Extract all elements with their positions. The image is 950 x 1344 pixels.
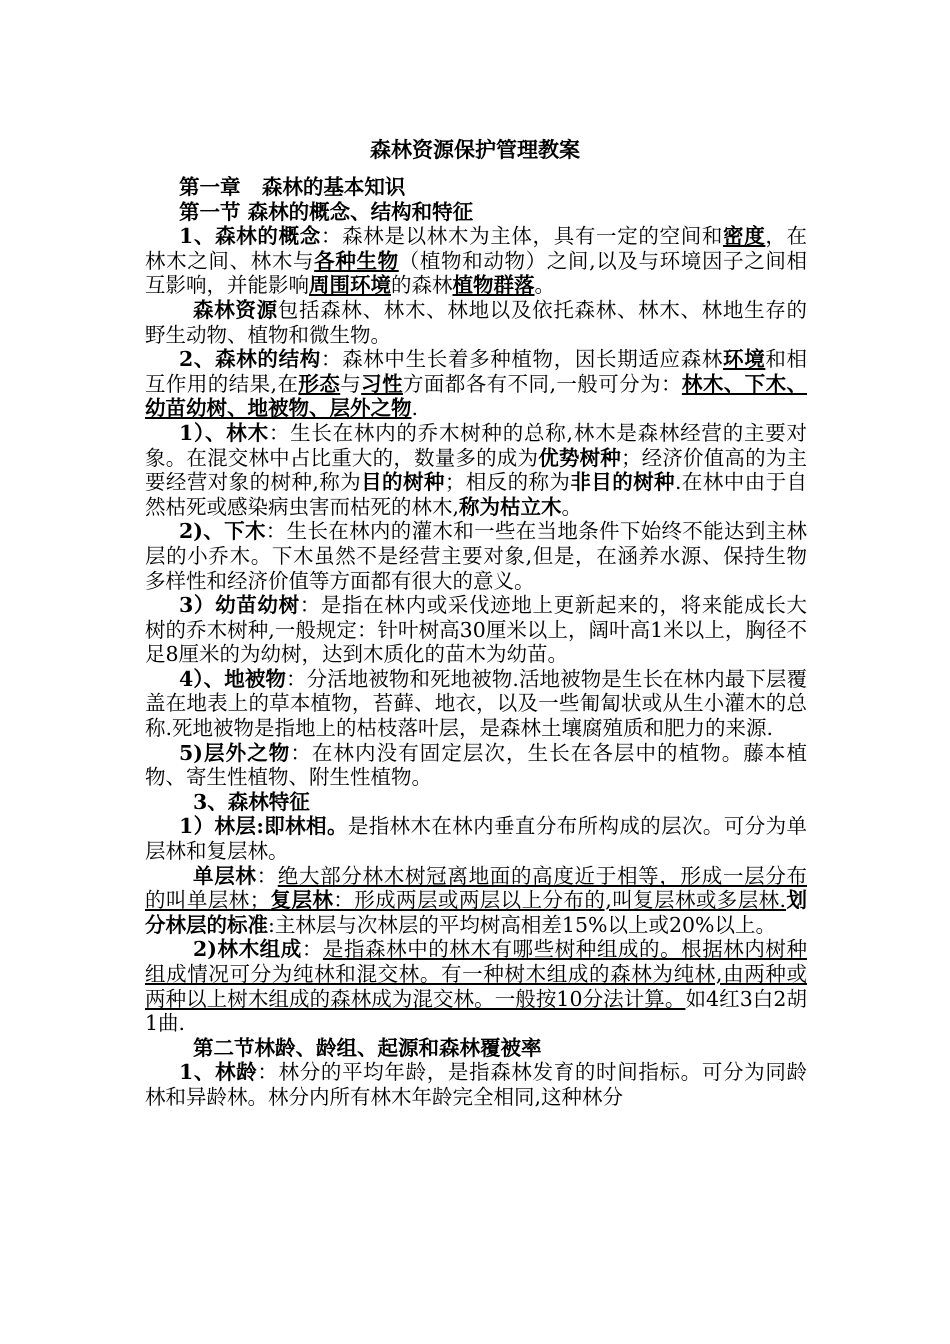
term-label: 2)、下木 xyxy=(179,519,266,544)
term-underlined: 各种生物 xyxy=(314,248,399,273)
paragraph-seedlings: 3）幼苗幼树：是指在林内或采伐迹地上更新起来的，将来能成长大树的乔木树种,一般规定：针叶树高30厘米以上，阔叶高1米以上，胸径不足8厘米的为幼树，达到木质化的苗木为幼苗。 xyxy=(145,593,808,667)
term-underlined: 习性 xyxy=(361,371,403,396)
paragraph-layers: 1）林层:即林相。是指林木在林内垂直分布所构成的层次。可分为单层林和复层林。 xyxy=(145,814,807,864)
term-label: 2)林木组成 xyxy=(193,937,302,962)
section-heading-2: 第二节林龄、龄组、起源和森林覆被率 xyxy=(193,1035,542,1060)
term-label: 5)层外之物 xyxy=(179,740,291,765)
term-label: 1）林层:即林相。 xyxy=(179,814,348,839)
term-label: 森林资源 xyxy=(193,297,278,322)
term-underlined: 环境 xyxy=(723,347,766,372)
paragraph-trees: 1）、林木：生长在林内的乔木树种的总称,林木是森林经营的主要对象。在混交林中占比重大的，数量多的成为优势树种；经济价值高的为主要经营对象的树种,称为目的树种；相反的称为非目的树种.在林中由于自然枯死或感染病虫害而枯死的林木,称为枯立木。 xyxy=(145,420,808,519)
paragraph-composition: 2)林木组成：是指森林中的林木有哪些树种组成的。根据林内树种组成情况可分为纯林和混交林。有一种树木组成的森林为纯林,由两种或两种以上树木组成的森林成为混交林。一般按10分法计算。如4红3白2胡1曲. xyxy=(145,937,808,1036)
paragraph-stand-age: 1、林龄：林分的平均年龄，是指森林发育的时间指标。可分为同龄林和异龄林。林分内所有林木年龄完全相同,这种林分 xyxy=(145,1060,808,1109)
term-underlined: 植物群落 xyxy=(452,273,535,298)
term-label: 单层林 xyxy=(193,863,257,888)
term-underlined: 密度 xyxy=(723,224,766,249)
section-heading-1: 第一节 森林的概念、结构和特征 xyxy=(179,199,474,224)
term-label: 2、森林的结构 xyxy=(179,347,321,372)
paragraph-understory: 2)、下木：生长在林内的灌木和一些在当地条件下始终不能达到主林层的小乔木。下木虽然不是经营主要对象,但是，在涵养水源、保持生物多样性和经济价值等方面都有很大的意义。 xyxy=(145,519,807,593)
subheading-forest-features: 3、森林特征 xyxy=(193,789,310,814)
document-title: 森林资源保护管理教案 xyxy=(370,137,580,162)
paragraph-single-layer: 单层林：绝大部分林木树冠离地面的高度近于相等，形成一层分布的叫单层林；复层林：形成两层或两层以上分布的,叫复层林或多层林.划分林层的标准:主林层与次林层的平均树高相差15%以上或20%以上。 xyxy=(145,863,808,937)
paragraph-forest-resources: 森林资源包括森林、林木、林地以及依托森林、林木、林地生存的野生动物、植物和微生物。 xyxy=(145,297,808,347)
paragraph-ground-cover: 4）、地被物：分活地被物和死地被物.活地被物是生长在林内最下层覆盖在地表上的草本植物，苔藓、地衣，以及一些匍匐状或从生小灌木的总称.死地被物是指地上的枯枝落叶层，是森林土壤腐殖质和肥力的来源. xyxy=(145,666,808,741)
chapter-heading: 第一章 森林的基本知识 xyxy=(179,175,406,199)
term-label: 1、森林的概念 xyxy=(179,224,321,249)
paragraph-interlayer-plants: 5)层外之物：在林内没有固定层次，生长在各层中的植物。藤本植物、寄生性植物、附生性植物。 xyxy=(145,740,807,790)
term-underlined: 形态 xyxy=(298,371,341,396)
paragraph-forest-structure: 2、森林的结构：森林中生长着多种植物，因长期适应森林环境和相互作用的结果,在形态与习性方面都各有不同,一般可分为：林木、下木、幼苗幼树、地被物、层外之物. xyxy=(145,347,808,421)
term-label: 1）、林木 xyxy=(179,420,269,445)
term-label: 3）幼苗幼树 xyxy=(179,593,300,618)
term-underlined: 林木、下木、幼苗幼树、地被物、层外之物 xyxy=(145,371,808,421)
term-label: 1、林龄 xyxy=(179,1060,258,1085)
term-underlined: 周围环境 xyxy=(309,273,391,298)
term-label: 4）、地被物 xyxy=(179,666,286,691)
document-body xyxy=(145,175,807,1110)
paragraph-forest-concept: 1、森林的概念：森林是以林木为主体，具有一定的空间和密度，在林木之间、林木与各种生物（植物和动物）之间,以及与环境因子之间相互影响，并能影响周围环境的森林植物群落。 xyxy=(145,224,808,298)
